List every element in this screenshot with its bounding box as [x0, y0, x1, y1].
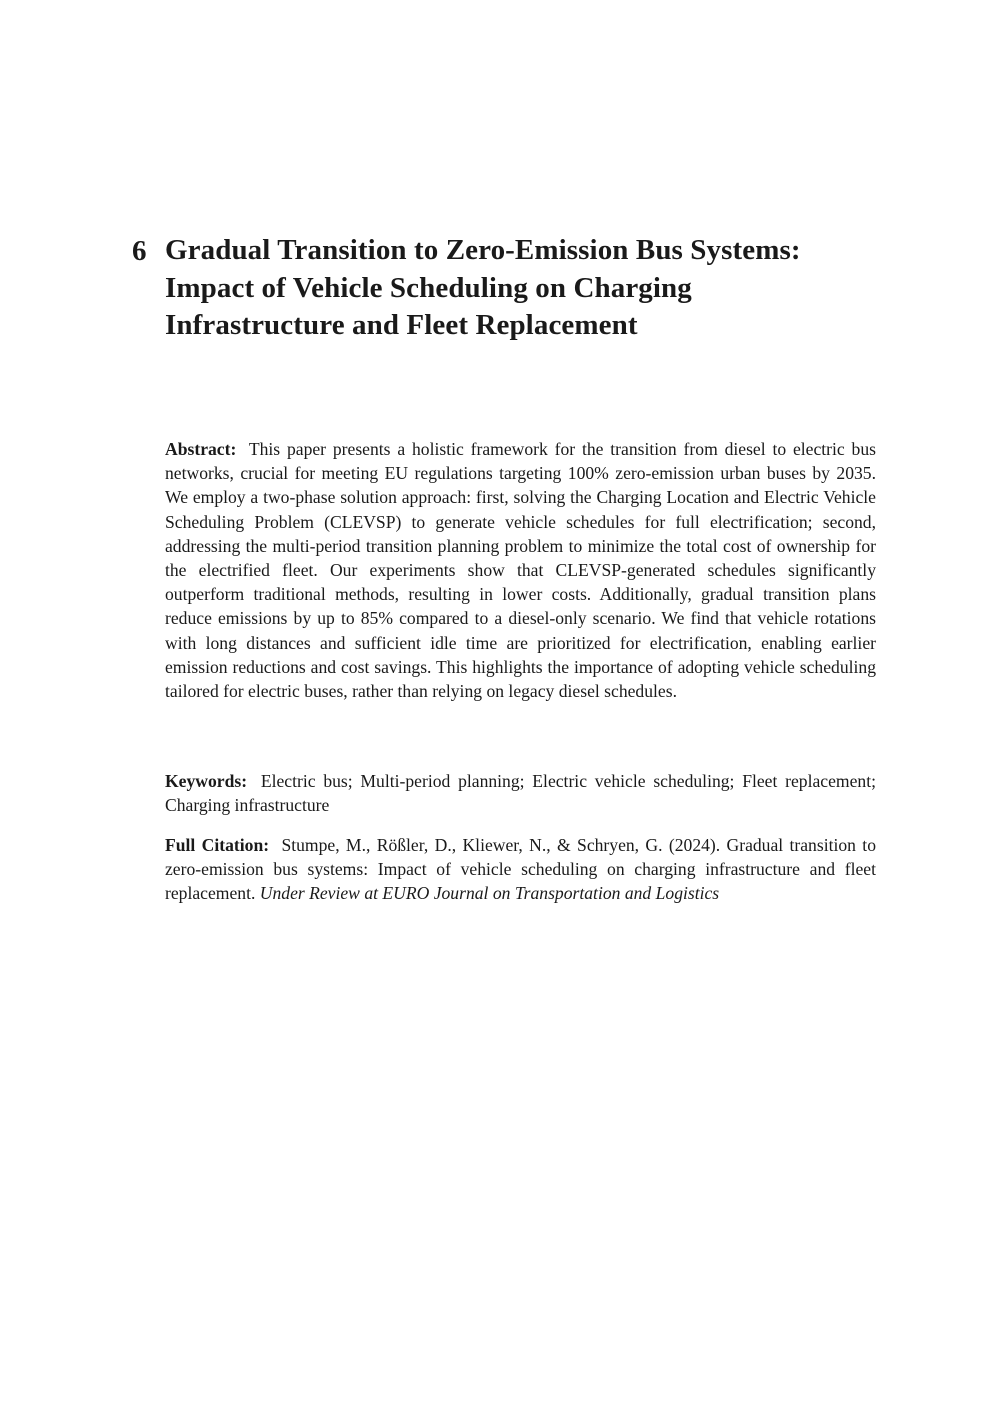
abstract-label: Abstract:	[165, 439, 237, 459]
chapter-title: Gradual Transition to Zero-Emission Bus Systems: Impact of Vehicle Scheduling on Charging Infrastructure and Fleet Replacement	[165, 234, 801, 341]
chapter-heading	[132, 232, 872, 345]
keywords-paragraph	[165, 769, 876, 817]
chapter-number: 6	[132, 235, 147, 267]
citation-text: Stumpe, M., Rößler, D., Kliewer, N., & Schryen, G. (2024). Gradual transition to zero-emission bus systems: Impact of vehicle scheduling on charging infrastructure and fleet replacement.	[165, 835, 876, 904]
citation-paragraph	[165, 833, 876, 906]
keywords-label: Keywords:	[165, 771, 248, 791]
citation-label: Full Citation:	[165, 835, 270, 855]
keywords-text: Electric bus; Multi-period planning; Electric vehicle scheduling; Fleet replacement; Charging infrastructure	[165, 771, 876, 816]
abstract-text: This paper presents a holistic framework for the transition from diesel to electric bus networks, crucial for meeting EU regulations targeting 100% zero-emission urban buses by 2035. We employ a two-phase solution approach: first, solving the Charging Location and Electric Vehicle Scheduling Problem (CLEVSP) to generate vehicle schedules for full electrification; second, addressing the multi-period transition planning problem to minimize the total cost of ownership for the electrified fleet. Our experiments show that CLEVSP-generated schedules significantly outperform traditional methods, resulting in lower costs. Additionally, gradual transition plans reduce emissions by up to 85% compared to a diesel-only scenario. We find that vehicle rotations with long distances and sufficient idle time are prioritized for electrification, enabling earlier emission reductions and cost savings. This highlights the importance of adopting vehicle scheduling tailored for electric buses, rather than relying on legacy diesel schedules.	[165, 439, 876, 702]
citation-venue: Under Review at EURO Journal on Transportation and Logistics	[259, 883, 720, 904]
abstract-paragraph	[165, 437, 876, 703]
